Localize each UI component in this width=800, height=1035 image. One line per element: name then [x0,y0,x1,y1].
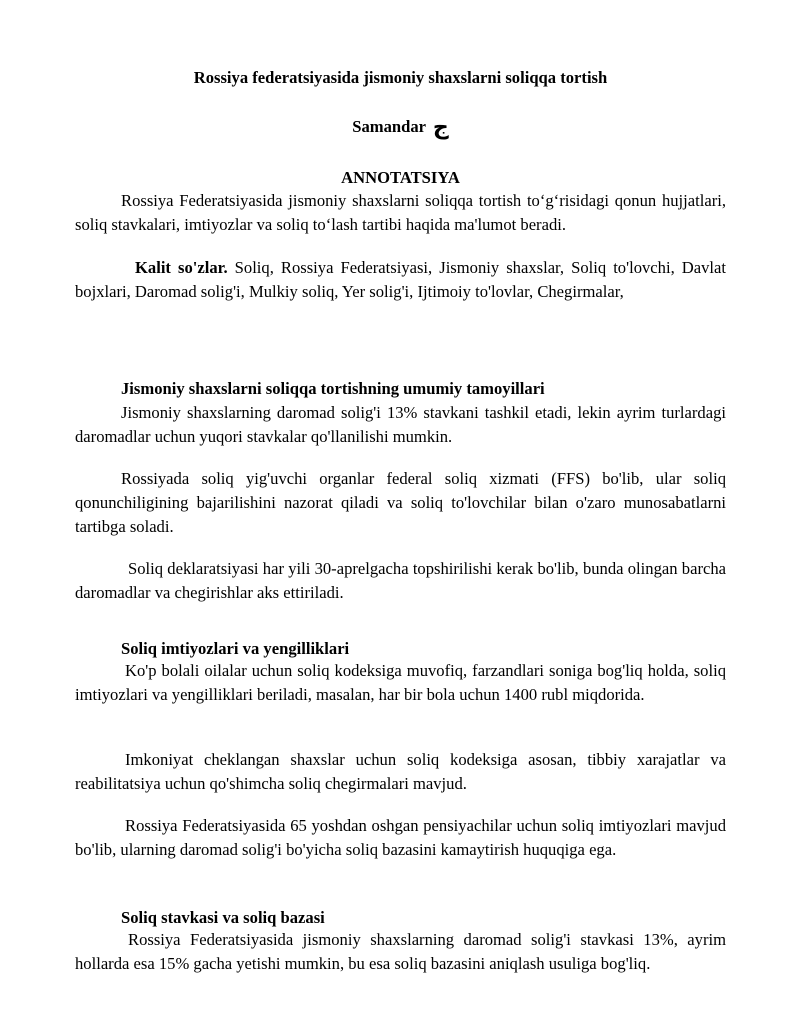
paragraph: Jismoniy shaxslarning daromad solig'i 13% stavkani tashkil etadi, lekin ayrim turlardagi daromadlar uchun yuqori stavkalar qo'llanilishi mumkin. [75,403,726,446]
paragraph: Rossiyada soliq yig'uvchi organlar federal soliq xizmati (FFS) bo'lib, ular soliq qonunchiligining bajarilishini nazorat qiladi va soliq to'lovchilar bilan o'zaro munosabatlarni tartibga soladi. [75,469,726,536]
paragraph: Rossiya Federatsiyasida 65 yoshdan oshgan pensiyachilar uchun soliq imtiyozlari mavjud bo'lib, ularning daromad solig'i bo'yicha soliq bazasini kamaytirish huquqiga ega. [75,816,726,859]
annotation-heading: ANNOTATSIYA [341,168,460,187]
keywords-label: Kalit so'zlar. [135,258,228,277]
document-title: Rossiya federatsiyasida jismoniy shaxslarni soliqqa tortish [193,68,608,87]
annotation-paragraph: Rossiya Federatsiyasida jismoniy shaxslarni soliqqa tortish to‘g‘risidagi qonun hujjatlari, soliq stavkalari, imtiyozlar va soliq to‘lash tartibi haqida ma'lumot beradi. [75,191,726,234]
author-mark: ج [432,115,449,140]
paragraph: Imkoniyat cheklangan shaxslar uchun soliq kodeksiga asosan, tibbiy xarajatlar va reabilitatsiya uchun qo'shimcha soliq chegirmalari mavjud. [75,750,726,793]
author-line [75,115,726,140]
author-name: Samandar [352,117,426,136]
keywords-text: Soliq, Rossiya Federatsiyasi, Jismoniy shaxslar, Soliq to'lovchi, Davlat bojxlari, Daromad solig'i, Mulkiy soliq, Yer solig'i, Ijtimoiy to'lovlar, Chegirmalar, [75,258,726,301]
paragraph: Rossiya Federatsiyasida jismoniy shaxslarning daromad solig'i stavkasi 13%, ayrim hollarda esa 15% gacha yetishi mumkin, bu esa soliq bazasini aniqlash usuliga bog'liq. [75,930,726,973]
section-heading-benefits: Soliq imtiyozlari va yengilliklari [121,639,350,658]
paragraph: Ko'p bolali oilalar uchun soliq kodeksiga muvofiq, farzandlari soniga bog'liq holda, soliq imtiyozlari va yengilliklari beriladi, masalan, har bir bola uchun 1400 rubl miqdorida. [75,661,726,704]
keywords-paragraph [75,256,726,304]
paragraph: Soliq deklaratsiyasi har yili 30-aprelgacha topshirilishi kerak bo'lib, bunda olingan barcha daromadlar va chegirishlar aks ettiriladi. [75,559,726,602]
section-heading-rates: Soliq stavkasi va soliq bazasi [121,908,325,927]
section-heading-principles: Jismoniy shaxslarni soliqqa tortishning umumiy tamoyillari [121,379,545,398]
